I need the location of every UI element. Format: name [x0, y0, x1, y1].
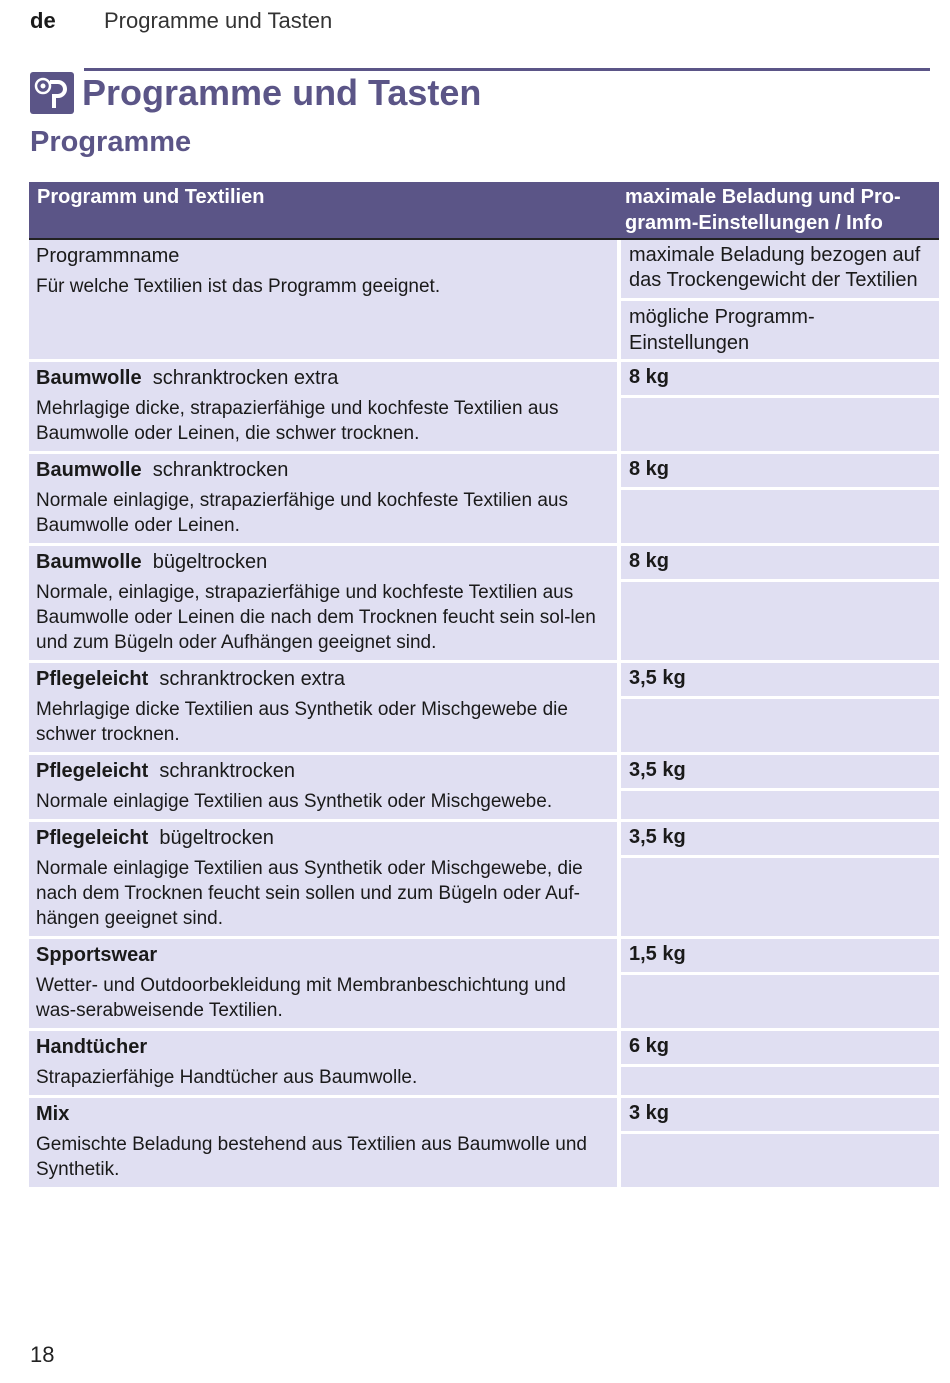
program-settings-cell: [621, 582, 939, 660]
table-row: [29, 454, 939, 546]
intro-load: maximale Beladung bezogen auf das Trockengewicht der Textilien: [621, 240, 939, 301]
program-name: Pflegeleicht: [36, 827, 149, 849]
program-title: [36, 942, 609, 968]
intro-left-cell: [29, 240, 617, 359]
program-name: Baumwolle: [36, 551, 142, 573]
program-load: 3,5 kg: [621, 822, 939, 858]
program-settings-cell: [621, 975, 939, 1028]
program-title: [36, 1101, 609, 1127]
program-cell: [29, 546, 617, 660]
col-programs-header: Programm und Textilien: [37, 186, 265, 208]
program-desc: Normale einlagige Textilien aus Synthetik oder Mischgewebe.: [36, 791, 553, 812]
page-number: 18: [30, 1342, 55, 1367]
program-title: [36, 457, 609, 483]
table-row: [29, 1031, 939, 1098]
table-row: [29, 362, 939, 454]
running-title: Programme und Tasten: [104, 8, 333, 33]
program-settings-cell: [621, 858, 939, 936]
program-desc: Mehrlagige dicke, strapazierfähige und kochfeste Textilien aus Baumwolle oder Leinen, die schwer trocknen.: [36, 398, 559, 444]
intro-settings: mögliche Programm-Einstellungen: [621, 301, 939, 359]
program-mode: schranktrocken: [152, 459, 289, 481]
program-desc: Mehrlagige dicke Textilien aus Synthetik oder Mischgewebe die schwer trocknen.: [36, 699, 568, 745]
col-load-header: maximale Beladung und Pro-gramm-Einstellungen / Info: [625, 186, 901, 234]
program-cell: [29, 1098, 617, 1187]
intro-desc: Für welche Textilien ist das Programm geeignet.: [36, 276, 441, 297]
table-row: [29, 755, 939, 822]
heading-rule: [84, 68, 930, 71]
program-desc: Normale, einlagige, strapazierfähige und kochfeste Textilien aus Baumwolle oder Leinen die nach dem Trocknen feucht sein sol-len und zum Bügeln oder Aufhängen geeignet sind.: [36, 582, 596, 653]
program-name: Pflegeleicht: [36, 760, 149, 782]
program-mode: schranktrocken: [159, 760, 296, 782]
program-load: 6 kg: [621, 1031, 939, 1067]
program-mode: schranktrocken extra: [152, 367, 339, 389]
program-name: Handtücher: [36, 1036, 148, 1058]
table-row-intro: [29, 240, 939, 362]
table-row: [29, 822, 939, 939]
program-load: 3,5 kg: [621, 755, 939, 791]
table-row: [29, 939, 939, 1031]
program-name: Mix: [36, 1103, 70, 1125]
program-desc: Wetter- und Outdoorbekleidung mit Membranbeschichtung und was-serabweisende Textilien.: [36, 975, 566, 1021]
program-title: [36, 549, 609, 575]
program-title: [36, 758, 609, 784]
programs-table: [29, 182, 939, 1190]
program-settings-cell: [621, 1067, 939, 1095]
program-title: [36, 825, 609, 851]
page-title: Programme und Tasten: [82, 72, 482, 113]
program-name: Baumwolle: [36, 459, 142, 481]
program-cell: [29, 454, 617, 543]
program-cell: [29, 362, 617, 451]
program-mode: schranktrocken extra: [159, 668, 346, 690]
program-cell: [29, 755, 617, 819]
program-cell: [29, 1031, 617, 1095]
program-settings-cell: [621, 398, 939, 451]
program-mode: bügeltrocken: [159, 827, 274, 849]
language-code: de: [30, 8, 56, 33]
program-settings-cell: [621, 791, 939, 819]
table-row: [29, 663, 939, 755]
program-settings-cell: [621, 1134, 939, 1187]
table-row: [29, 546, 939, 663]
program-cell: [29, 939, 617, 1028]
program-icon: [30, 72, 74, 114]
program-title: [36, 666, 609, 692]
table-header: [29, 182, 939, 240]
program-load: 1,5 kg: [621, 939, 939, 975]
program-name: Spportswear: [36, 944, 158, 966]
table-row: [29, 1098, 939, 1190]
program-title: [36, 365, 609, 391]
program-mode: bügeltrocken: [152, 551, 268, 573]
program-load: 3 kg: [621, 1098, 939, 1134]
program-load: 8 kg: [621, 546, 939, 582]
program-desc: Strapazierfähige Handtücher aus Baumwolle.: [36, 1067, 418, 1088]
program-cell: [29, 663, 617, 752]
program-desc: Gemischte Beladung bestehend aus Textilien aus Baumwolle und Synthetik.: [36, 1134, 587, 1180]
intro-name: Programmname: [36, 245, 180, 267]
section-title: Programme: [30, 126, 192, 158]
program-name: Baumwolle: [36, 367, 142, 389]
table-body: [29, 362, 939, 1190]
program-name: Pflegeleicht: [36, 668, 149, 690]
program-title: [36, 1034, 609, 1060]
program-settings-cell: [621, 699, 939, 752]
program-desc: Normale einlagige Textilien aus Synthetik oder Mischgewebe, die nach dem Trocknen feucht sein sollen und zum Bügeln oder Auf-hängen geeignet sind.: [36, 858, 583, 929]
program-load: 3,5 kg: [621, 663, 939, 699]
program-cell: [29, 822, 617, 936]
program-load: 8 kg: [621, 362, 939, 398]
program-desc: Normale einlagige, strapazierfähige und kochfeste Textilien aus Baumwolle oder Leinen.: [36, 490, 568, 536]
program-settings-cell: [621, 490, 939, 543]
program-load: 8 kg: [621, 454, 939, 490]
